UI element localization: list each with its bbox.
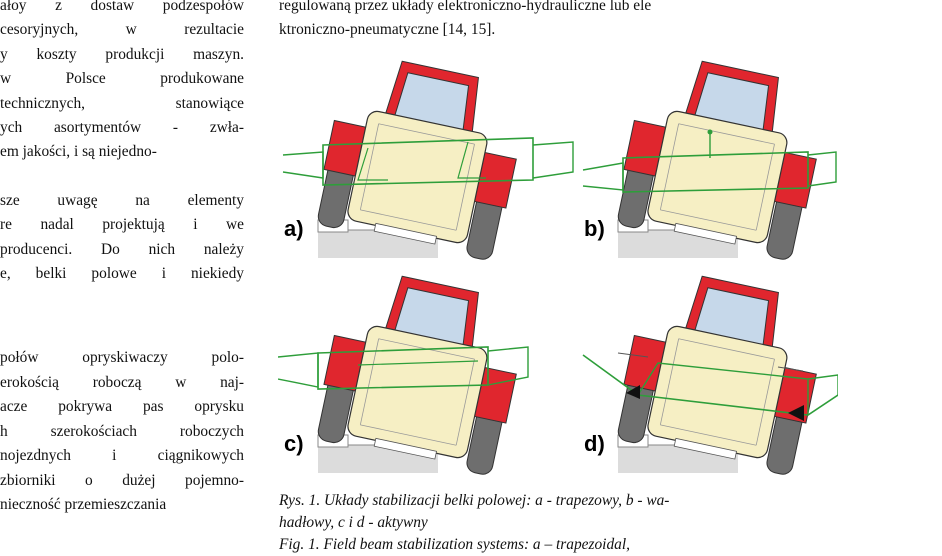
text-line: cesoryjnych, w rezultacie <box>0 21 244 39</box>
panel-label-b: b) <box>584 216 605 241</box>
figure-caption <box>279 490 849 556</box>
caption-line: hadłowy, c i d - aktywny <box>279 514 428 531</box>
text-line: h szerokościach roboczych <box>0 422 244 440</box>
caption-line: Fig. 1. Field beam stabilization systems: a – trapezoidal, <box>279 536 630 553</box>
text-line: technicznych, stanowiące <box>0 94 244 112</box>
text-line: ktroniczno-pneumatyczne [14, 15]. <box>279 21 496 39</box>
panel-b <box>583 60 836 262</box>
text-line: nojezdnych i ciągnikowych <box>0 447 244 465</box>
text-line: regulowaną przez układy elektroniczno-hydrauliczne lub ele <box>279 0 652 14</box>
panel-label-a: a) <box>284 216 304 241</box>
text-line: zbiorniki o dużej pojemno- <box>0 471 244 489</box>
text-line: erokością roboczą w naj- <box>0 373 244 391</box>
text-line: producenci. Do nich należy <box>0 240 244 258</box>
text-line: re nadal projektują i we <box>0 216 244 234</box>
panel-label-d: d) <box>584 431 605 456</box>
text-line: ych asortymentów - zwła- <box>0 119 244 137</box>
panel-d <box>583 265 838 477</box>
text-line: em jakości, i są niejedno- <box>0 143 157 161</box>
text-line: e, belki polowe i niekiedy <box>0 265 244 283</box>
caption-line: Rys. 1. Układy stabilizacji belki polowej: a - trapezowy, b - wa- <box>279 492 670 509</box>
text-line: y koszty produkcji maszyn. <box>0 45 244 63</box>
text-line: połów opryskiwaczy polo- <box>0 349 244 367</box>
panel-a <box>283 60 573 262</box>
panel-c <box>278 265 531 477</box>
left-text-column <box>0 0 244 517</box>
text-line: ałoy z dostaw podzespołów <box>0 0 244 14</box>
panel-label-c: c) <box>284 431 304 456</box>
text-line: sze uwagę na elementy <box>0 191 244 209</box>
right-text-column <box>279 0 839 43</box>
text-line: acze pokrywa pas oprysku <box>0 398 244 416</box>
text-line: w Polsce produkowane <box>0 70 244 88</box>
figure-drawing <box>278 60 838 480</box>
stabilization-figure <box>278 60 838 480</box>
text-line: nieczność przemieszczania <box>0 495 167 513</box>
